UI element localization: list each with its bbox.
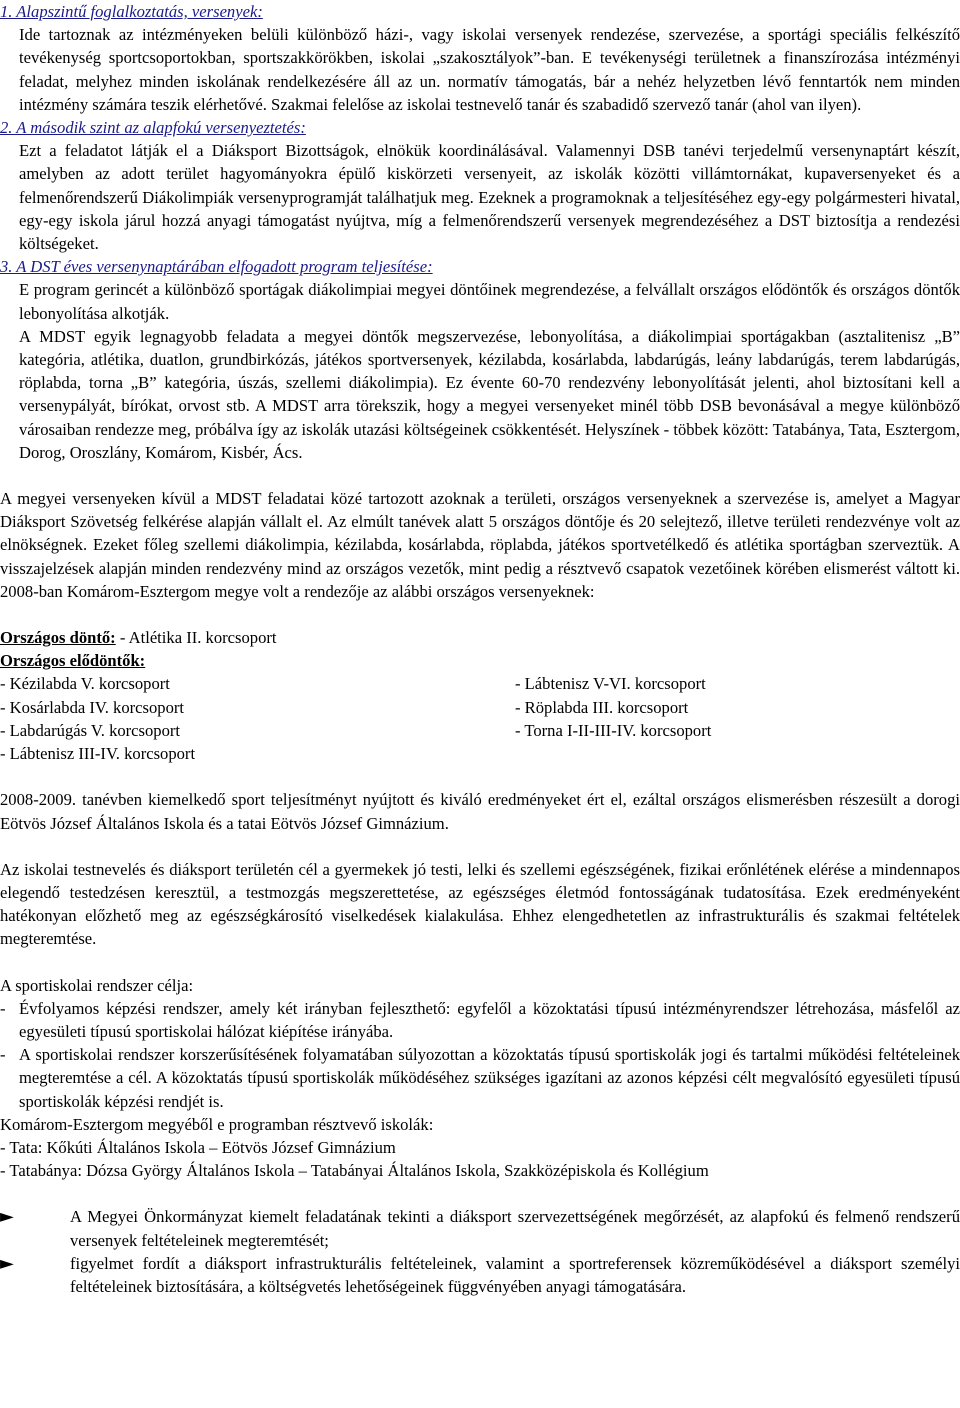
national-competitions-paragraph: A megyei versenyeken kívül a MDST feladatai közé tartozott azoknak a területi, országos versenyeknek a szervezése is, amelyet a Magyar Diáksport Szövetség felkérése alapján vállalt el. Az elmúlt tanévek alatt 5 országos döntője és 20 selejtező, illetve területi rendezvénye volt az elnökségnek. Ezeket főleg szellemi diákolimpia, kézilabda, kosárlabda, röplabda, játékos sportvetélkedő és atlétika sportágban szerveztük. A visszajelzések alapján minden rendezvény mind az országos vezetők, mint pedig a résztvevő csapatok vezetőinek körében elismerést váltott ki. 2008-ban Komárom-Esztergom megye volt a rendezője az alábbi országos versenyeknek: [0,489,960,601]
list-item: - Kosárlabda IV. korcsoport [0,697,185,717]
spacer [0,835,960,858]
task-text: A Megyei Önkormányzat kiemelt feladatának tekinti a diáksport szervezettségének megőrzését, az alapfokú és felmenő rendszerű versenyek feltételeinek megteremtését; [70,1207,960,1250]
national-semifinals-label: Országos elődöntők: [0,651,146,671]
section2-heading: 2. A második szint az alapfokú versenyeztetés: [0,118,306,138]
section3-heading: 3. A DST éves versenynaptárában elfogadott program teljesítése: [0,257,433,277]
goal-paragraph: Az iskolai testnevelés és diáksport területén cél a gyermekek jó testi, lelki és szellemi egészségének, fizikai erőnlétének elérése a mindennapos elegendő testedzésen keresztül, a testmozgás megszerettetése, az egészséges életmód fontosságának tudatosítása. Ezek eredményeként hatékonyan előzhető meg az egészségkárosító viselkedések kialakulása. Ehhez elengedhetetlen az infrastrukturális és szakmai feltételek megteremtése. [0,859,960,949]
list-item: - Kézilabda V. korcsoport [0,674,170,694]
list-item-text: Évfolyamos képzési rendszer, amely két irányban fejleszthető: egyfelől a közoktatási típusú intézményrendszer létrehozása, másfelől az egyesületi típusú sportiskolai hálózat kiépítése irányába. [19,998,960,1041]
section1-paragraph: Ide tartoznak az intézményeken belüli különböző házi-, vagy iskolai versenyek rendezése, szervezése, a sportági speciális felkészítő tevékenység sportcsoportokban, sportszakkörökben, iskolai „szakosztályok”-ban. E tevékenységi területnek a finanszírozása intézményi feladat, melyhez minden iskolának rendelkezésére áll az un. normatív támogatás, bár a nehéz helyzetben lévő fenntartók nem minden intézmény számára teszik elérhetővé. Szakmai felelőse az iskolai testnevelő tanár és szabadidő szervező tanár (ahol van ilyen). [19,25,960,114]
triangle-bullet-icon: ► [0,1206,14,1228]
list-item: - Lábtenisz III-IV. korcsoport [0,744,196,764]
participants-title: Komárom-Esztergom megyéből e programban résztvevő iskolák: [0,1114,434,1134]
semifinals-right-column [515,672,711,765]
task-item [0,1252,960,1298]
list-item [0,997,960,1043]
dash-marker: - [0,998,6,1018]
spacer [0,603,960,626]
section2-paragraph: Ezt a feladatot látják el a Diáksport Bizottságok, elnökük koordinálásával. Valamennyi DSB tanévi terjedelmű versenynaptárt készít, amelyben az adott terület hagyományokra épülő kiskörzeti versenyeit, az iskolák közötti villámtornákat, kupaversenyeket és a felmenőrendszerű Diákolimpiák versenyprogramját találhatjuk meg. Ezeknek a programoknak a teljesítéséhez egy-egy polgármesteri hivatal, egy-egy iskola járul hozzá anyagi támogatást nyújtva, míg a felmenőrendszerű versenyek megrendezéséhez a DST biztosítja a rendezési költségeket. [19,141,960,254]
list-item-text: A sportiskolai rendszer korszerűsítésének folyamatában súlyozottan a közoktatás típusú sportiskolák jogi és tartalmi működési feltételeinek megteremtése a cél. A közoktatás típusú sportiskolák működéséhez szükséges igazítani az azonos képzési célt megvalósító egyesületi típusú sportiskolák képzési rendjét is. [19,1045,960,1111]
section1-heading: 1. Alapszintű foglalkoztatás, versenyek: [0,2,263,21]
spacer [0,951,960,974]
semifinals-columns [0,672,960,765]
list-item [0,1043,960,1113]
triangle-bullet-icon: ► [0,1252,14,1274]
spacer [0,1182,960,1205]
semifinals-left-column [0,672,515,765]
list-item: - Labdarúgás V. korcsoport [0,720,181,740]
participant-line: - Tatabánya: Dózsa György Általános Iskola – Tatabányai Általános Iskola, Szakközépiskola és Kollégium [0,1161,709,1181]
participant-line: - Tata: Kőkúti Általános Iskola – Eötvös József Gimnázium [0,1137,396,1157]
national-final-line [0,626,960,649]
dash-marker: - [0,1045,6,1065]
section3-paragraph-1: E program gerincét a különböző sportágak diákolimpiai megyei döntőinek megrendezése, a felvállalt országos elődöntők és országos döntők lebonyolítása alkotják. [19,280,960,323]
list-item: - Torna I-II-III-IV. korcsoport [515,720,712,740]
list-item: - Röplabda III. korcsoport [515,697,689,717]
list-item: - Lábtenisz V-VI. korcsoport [515,674,706,694]
results-2008-paragraph: 2008-2009. tanévben kiemelkedő sport teljesítményt nyújtott és kiváló eredményeket ért el, ezáltal országos elismerésben részesült a dorogi Eötvös József Általános Iskola és a tatai Eötvös József Gimnázium. [0,790,960,833]
national-final-value: - Atlétika II. korcsoport [115,628,277,648]
task-text: figyelmet fordít a diáksport infrastrukturális feltételeinek, valamint a sportreferensek közreműködésével a diáksport személyi feltételeinek biztosítására, a költségvetés lehetőségeinek függvényében anyagi támogatására. [70,1253,960,1296]
task-item [0,1205,960,1251]
spacer [0,765,960,788]
section3-paragraph-2: A MDST egyik legnagyobb feladata a megyei döntők megszervezése, lebonyolítása, a diákolimpiai sportágakban (asztalitenisz „B” kategória, atlétika, duatlon, grundbirkózás, játékos sportversenyek, kézilabda, kosárlabda, labdarúgás, leány labdarúgás, terem labdarúgás, röplabda, torna „B” kategória, úszás, szellemi diákolimpia). Ez évente 60-70 rendezvény lebonyolítását jelenti, ahol biztosítani kell a versenypályát, bírókat, orvost stb. A MDST arra törekszik, hogy a megyei versenyeket minél több DSB bevonásával a megye különböző városaiban rendezze meg, próbálva így az iskolák utazási költségeinek csökkentését. Helyszínek - többek között: Tatabánya, Tata, Esztergom, Dorog, Oroszlány, Komárom, Kisbér, Ács. [19,326,960,462]
sportschool-title: A sportiskolai rendszer célja: [0,975,194,995]
national-final-label: Országos döntő: [0,628,116,648]
spacer [0,464,960,487]
